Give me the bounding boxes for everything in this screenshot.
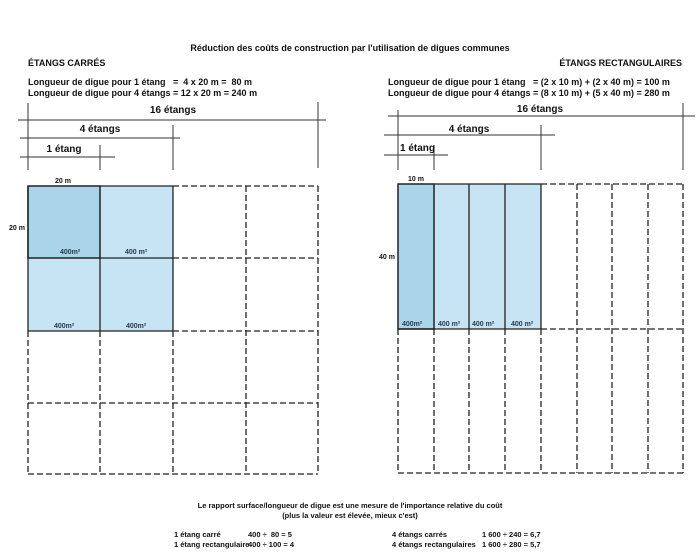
footer-line-1: Le rapport surface/longueur de digue est une mesure de l'importance relative du coût: [197, 501, 503, 510]
left-dim-1: 1 étang: [46, 144, 82, 155]
ratio-label: 1 étang rectangulaire: [174, 540, 250, 549]
area-label: 400m²: [54, 323, 75, 330]
right-grid: [398, 184, 683, 473]
area-label: 400 m²: [511, 321, 534, 328]
right-width-label: 10 m: [408, 176, 424, 183]
area-label: 400 m²: [472, 321, 495, 328]
ratio-value: 1 600 ÷ 240 = 6,7: [482, 530, 541, 539]
diagram-title: Réduction des coûts de construction par l'utilisation de digues communes: [190, 43, 510, 53]
ratio-label: 1 étang carré: [174, 530, 221, 539]
left-heading: ÉTANGS CARRÉS: [28, 58, 106, 68]
area-label: 400 m²: [125, 249, 148, 256]
area-label: 400m²: [402, 321, 423, 328]
left-dim-4: 4 étangs: [79, 124, 121, 135]
right-dim-4: 4 étangs: [448, 124, 490, 135]
ratio-label: 4 étangs rectangulaires: [392, 540, 476, 549]
ratio-value: 1 600 ÷ 280 = 5,7: [482, 540, 541, 549]
right-dim-16: 16 étangs: [516, 104, 564, 115]
left-formula-2: Longueur de digue pour 4 étangs = 12 x 20 m = 240 m: [28, 88, 258, 98]
area-label: 400m²: [126, 323, 147, 330]
footer-line-2: (plus la valeur est élevée, mieux c'est): [282, 511, 418, 520]
left-width-label: 20 m: [55, 178, 71, 185]
right-heading: ÉTANGS RECTANGULAIRES: [559, 58, 682, 68]
right-formula-2: Longueur de digue pour 4 étangs = (8 x 10 m) + (5 x 40 m) = 280 m: [388, 88, 670, 98]
area-label: 400 m²: [438, 321, 461, 328]
left-height-label: 20 m: [9, 225, 25, 232]
right-height-label: 40 m: [379, 254, 395, 261]
ratio-value: 400 ÷ 100 = 4: [248, 540, 295, 549]
right-dim-1: 1 étang: [400, 143, 436, 154]
area-label: 400m²: [60, 249, 81, 256]
ratio-value: 400 ÷ 80 = 5: [248, 530, 292, 539]
right-formula-1: Longueur de digue pour 1 étang = (2 x 10 m) + (2 x 40 m) = 100 m: [388, 77, 670, 87]
left-formula-1: Longueur de digue pour 1 étang = 4 x 20 m = 80 m: [28, 77, 253, 87]
left-dim-16: 16 étangs: [149, 105, 197, 116]
left-grid: [28, 186, 318, 474]
ratio-label: 4 étangs carrés: [392, 530, 448, 539]
